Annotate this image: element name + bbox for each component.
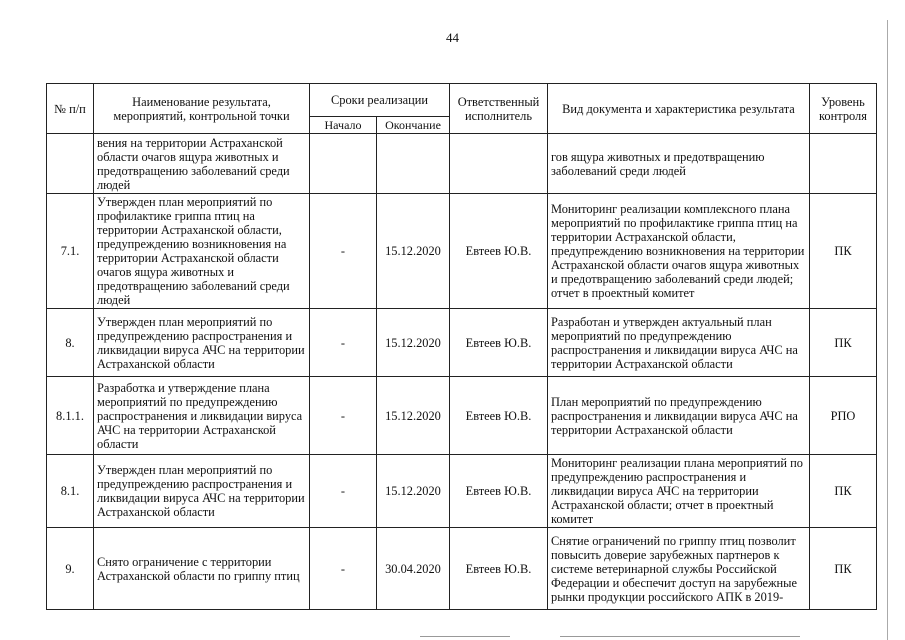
- cell-level: ПК: [810, 528, 877, 610]
- cell-end: 15.12.2020: [377, 309, 450, 377]
- cell-num: [47, 134, 94, 194]
- cell-doc: Разработан и утвержден актуальный план мероприятий по предупреждению распространения и ликвидации вируса АЧС на территории Астраханской области: [548, 309, 810, 377]
- cell-start: [310, 134, 377, 194]
- scan-artifact-line: [560, 636, 800, 637]
- cell-name: Разработка и утверждение плана мероприятий по предупреждению распространения и ликвидации вируса АЧС на территории Астраханской области: [94, 377, 310, 455]
- table-row: [47, 455, 877, 528]
- scan-artifact-line: [420, 636, 510, 637]
- cell-num: 8.: [47, 309, 94, 377]
- cell-end: 15.12.2020: [377, 194, 450, 309]
- cell-start: -: [310, 194, 377, 309]
- cell-name: Утвержден план мероприятий по предупреждению распространения и ликвидации вируса АЧС на территории Астраханской области: [94, 455, 310, 528]
- cell-level: ПК: [810, 455, 877, 528]
- cell-responsible: Евтеев Ю.В.: [450, 455, 548, 528]
- cell-end: 15.12.2020: [377, 455, 450, 528]
- page-number: 44: [446, 30, 459, 45]
- table-row: [47, 528, 877, 610]
- table-row: [47, 309, 877, 377]
- cell-responsible: Евтеев Ю.В.: [450, 309, 548, 377]
- cell-num: 8.1.1.: [47, 377, 94, 455]
- cell-level: РПО: [810, 377, 877, 455]
- header-start: Начало: [310, 117, 377, 134]
- cell-responsible: Евтеев Ю.В.: [450, 377, 548, 455]
- cell-doc: Мониторинг реализации плана мероприятий по предупреждению распространения и ликвидации вируса АЧС на территории Астраханской области; отчет в проектный комитет: [548, 455, 810, 528]
- header-level: Уровень контроля: [810, 84, 877, 134]
- header-doc: Вид документа и характеристика результата: [548, 84, 810, 134]
- cell-name: вения на территории Астраханской области очагов ящура животных и предотвращению заболеваний среди людей: [94, 134, 310, 194]
- cell-doc: План мероприятий по предупреждению распространения и ликвидации вируса АЧС на территории Астраханской области: [548, 377, 810, 455]
- cell-start: -: [310, 309, 377, 377]
- table-header-row: [47, 84, 877, 117]
- cell-num: 8.1.: [47, 455, 94, 528]
- table-row: [47, 134, 877, 194]
- cell-level: ПК: [810, 309, 877, 377]
- header-end: Окончание: [377, 117, 450, 134]
- cell-responsible: [450, 134, 548, 194]
- header-name: Наименование результата, мероприятий, контрольной точки: [94, 84, 310, 134]
- cell-name: Утвержден план мероприятий по профилактике гриппа птиц на территории Астраханской области, предупреждению возникновения на территории Астраханской области очагов ящура животных и предотвращению заболеваний среди людей: [94, 194, 310, 309]
- cell-name: Снято ограничение с территории Астраханской области по гриппу птиц: [94, 528, 310, 610]
- table-row: [47, 194, 877, 309]
- cell-end: 30.04.2020: [377, 528, 450, 610]
- cell-responsible: Евтеев Ю.В.: [450, 194, 548, 309]
- cell-end: 15.12.2020: [377, 377, 450, 455]
- header-dates: Сроки реализации: [310, 84, 450, 117]
- scan-artifact-line: [887, 20, 888, 640]
- cell-name: Утвержден план мероприятий по предупреждению распространения и ликвидации вируса АЧС на территории Астраханской области: [94, 309, 310, 377]
- cell-level: ПК: [810, 194, 877, 309]
- cell-doc: гов ящура животных и предотвращению заболеваний среди людей: [548, 134, 810, 194]
- table-row: [47, 377, 877, 455]
- cell-start: -: [310, 528, 377, 610]
- cell-start: -: [310, 455, 377, 528]
- results-table: [46, 83, 877, 610]
- header-num: № п/п: [47, 84, 94, 134]
- cell-level: [810, 134, 877, 194]
- cell-num: 7.1.: [47, 194, 94, 309]
- cell-responsible: Евтеев Ю.В.: [450, 528, 548, 610]
- cell-num: 9.: [47, 528, 94, 610]
- cell-start: -: [310, 377, 377, 455]
- header-responsible: Ответственный исполнитель: [450, 84, 548, 134]
- cell-doc: Мониторинг реализации комплексного плана мероприятий по профилактике гриппа птиц на территории Астраханской области, предупреждению возникновения на территории Астраханской области очагов ящура животных и предотвращению заболеваний среди людей; отчет в проектный комитет: [548, 194, 810, 309]
- cell-end: [377, 134, 450, 194]
- cell-doc: Снятие ограничений по гриппу птиц позволит повысить доверие зарубежных партнеров к системе ветеринарной службы Российской Федерации и обеспечит доступ на зарубежные рынки продукции российского АПК в 2019-: [548, 528, 810, 610]
